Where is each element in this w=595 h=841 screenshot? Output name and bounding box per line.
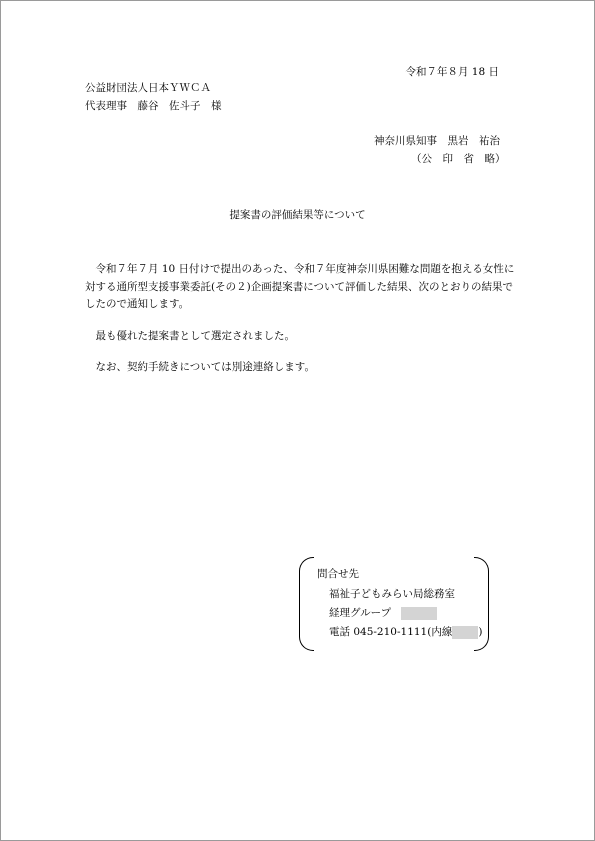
contact-box [299, 557, 489, 649]
contact-group-line [329, 606, 437, 620]
document-body [85, 261, 515, 377]
document-date: 令和７年８月 18 日 [405, 66, 499, 78]
contact-group: 経理グループ [329, 607, 392, 619]
redacted-extension [452, 626, 478, 639]
body-paragraph-3: なお、契約手続きについては別途連絡します。 [95, 361, 315, 373]
recipient-person: 代表理事 藤谷 佐斗子 様 [85, 100, 222, 112]
document-subject: 提案書の評価結果等について [229, 209, 366, 221]
contact-heading: 問合せ先 [317, 568, 359, 580]
contact-phone-close: ) [478, 626, 483, 638]
seal-omitted-note: （公 印 省 略） [411, 153, 506, 165]
sender-name: 神奈川県知事 黒岩 祐治 [374, 135, 500, 147]
contact-department: 福祉子どもみらい局総務室 [329, 588, 455, 600]
body-paragraph-2: 最も優れた提案書として選定されました。 [95, 329, 295, 342]
contact-bracket-left [299, 557, 314, 651]
recipient-organization: 公益財団法人日本ＹＷＣＡ [85, 82, 211, 94]
contact-phone-line [329, 625, 482, 639]
contact-phone: 電話 045-210-1111(内線 [329, 626, 453, 638]
redacted-block [401, 607, 437, 620]
body-paragraph-1: 令和７年７月 10 日付けで提出のあった、令和７年度神奈川県困難な問題を抱える女性に対する通所型支援事業委託(その２)企画提案書について評価した結果、次のとおりの結果でしたので通知します。 [85, 263, 515, 310]
